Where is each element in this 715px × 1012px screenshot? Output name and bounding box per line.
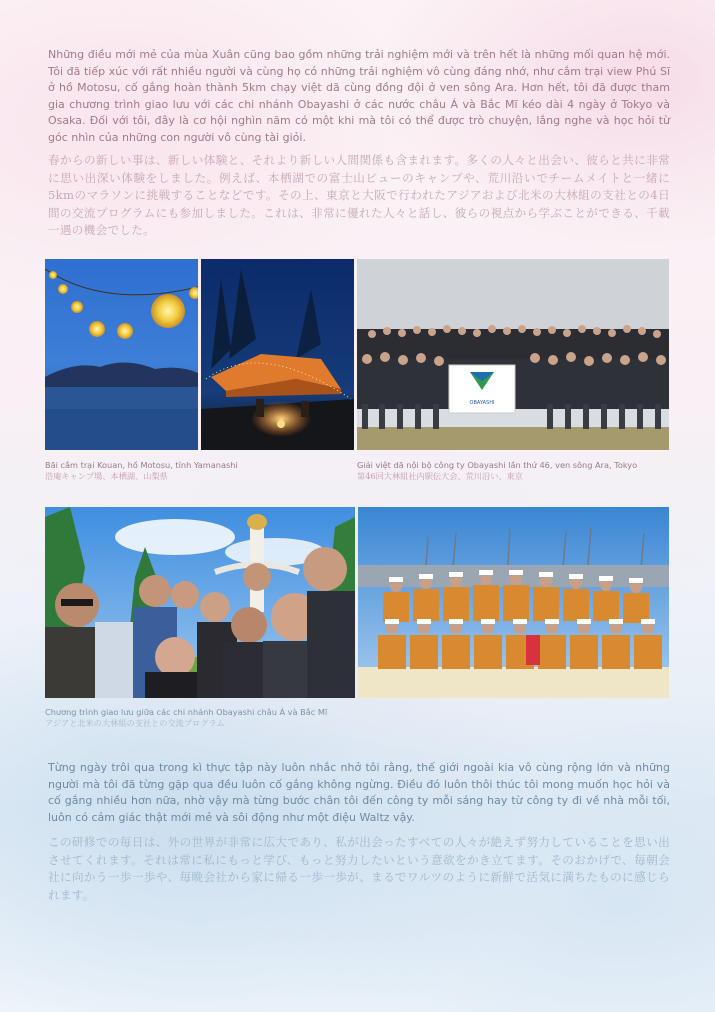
intro-paragraph-vietnamese: Những điều mới mẻ của mùa Xuân cũng bao gồm những trải nghiệm mới và trên hết là những mối quan hệ mới. Tôi đã tiếp xúc với rất nhiều người và cùng họ có những trải nghiệm vô cùng đáng nhớ, như cắm trại view Phú Sĩ ở hồ Motosu, cố gắng hoàn thành 5km chạy việt dã cùng đồng đội ở ven sông Ara. Hơn hết, tôi đã được tham gia chương trình giao lưu với các chi nhánh Obayashi ở các nước châu Á và Bắc Mĩ kéo dài 4 ngày ở Tokyo và Osaka. Đối với tôi, đây là cơ hội nghìn năm có một khi mà tôi có thể được trò chuyện, lắng nghe và học hỏi từ góc nhìn của những con người vô cùng tài giỏi. (48, 48, 670, 144)
reflection-paragraph-japanese: この研修での毎日は、外の世界が非常に広大であり、私が出会ったすべての人々が絶えず努力していることを思い出させてくれます。それは常に私にもっと学び、もっと努力したいという意欲をかき立てます。そのおかげで、毎朝会社に向かう一歩一歩や、毎晩会社から家に帰る一歩一歩が、まるでワルツのように新鮮で活気に満ちたものに感じられます。 (48, 835, 670, 902)
ekiden-team-group-photo (357, 259, 669, 450)
exchange-caption (45, 707, 375, 728)
ekiden-caption (357, 460, 669, 481)
obayashi-banner-text: OBAYASHI (469, 400, 495, 406)
ekiden-caption-japanese: 第46回大林組社内駅伝大会、荒川沿い、東京 (357, 470, 523, 481)
lantern-lake-photo (45, 259, 198, 450)
camp-caption-japanese: 浩庵キャンプ場、本栖湖、山梨県 (45, 470, 168, 481)
intro-paragraph-japanese: 春からの新しい事は、新しい体験と、それより新しい人間関係も含まれます。多くの人々と出会い、彼らと共に非常に思い出深い体験をしました。例えば、本栖湖での富士山ビューのキャンプや、荒川沿いでチームメイトと一緒に5kmのマラソンに挑戦することなどです。その上、東京と大阪で行われたアジアおよび北米の大林組の支社との4日間の交流プログラムにも参加しました。これは、非常に優れた人々と話し、彼らの視点から学ぶことができる、千載一遇の機会でした。 (48, 153, 670, 238)
reflection-paragraph-vietnamese: Từng ngày trôi qua trong kì thực tập này luôn nhắc nhở tôi rằng, thế giới ngoài kia vô cùng rộng lớn và những người mà tôi đã từng gặp qua đều luôn cố gắng không ngừng. Điều đó luôn thôi thúc tôi mong muốn học hỏi và cố gắng nhiều hơn nữa, nhờ vậy mà từng bước chân tôi đến công ty mỗi sáng hay từ công ty đi về nhà mỗi tối, luôn có cảm giác thật mới mẻ và sôi động như một điệu Waltz vậy. (48, 761, 670, 824)
camp-caption-vietnamese: Bãi cắm trại Kouan, hồ Motosu, tỉnh Yamanashi (45, 460, 238, 470)
construction-site-group-photo (358, 507, 669, 698)
exchange-caption-vietnamese: Chương trình giao lưu giữa các chi nhánh Obayashi châu Á và Bắc Mĩ (45, 707, 328, 717)
exchange-selfie-photo (45, 507, 355, 698)
exchange-caption-japanese: アジアと北米の大林組の支社との交流プログラム (45, 717, 225, 728)
night-camp-tent-photo (201, 259, 354, 450)
camp-caption (45, 460, 345, 481)
ekiden-caption-vietnamese: Giải việt dã nội bộ công ty Obayashi lần thứ 46, ven sông Ara, Tokyo (357, 460, 638, 470)
